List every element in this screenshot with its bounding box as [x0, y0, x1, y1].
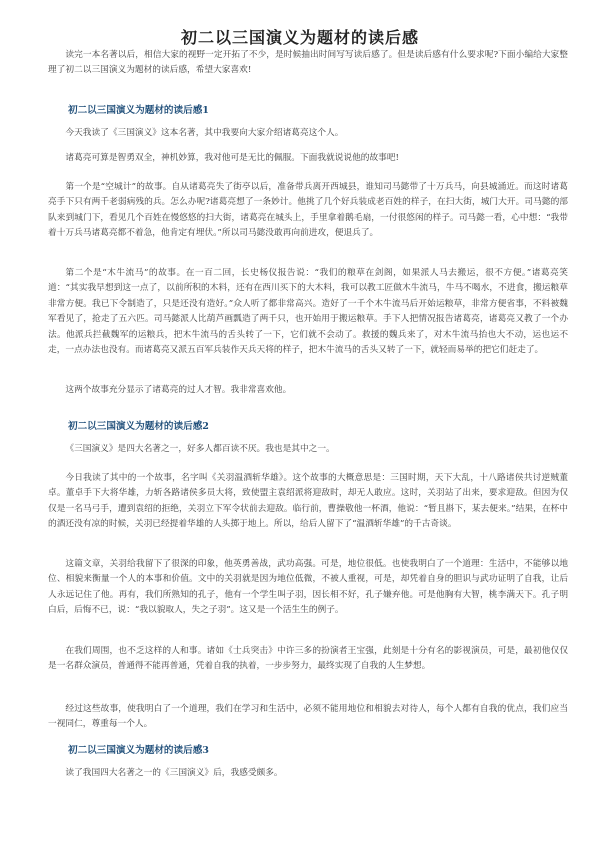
page-title: 初二以三国演义为题材的读后感: [180, 28, 419, 47]
section-heading-1: 初二以三国演义为题材的读后感1: [68, 105, 209, 116]
intro-paragraph: 读完一本名著以后，相信大家的视野一定开拓了不少，是时候抽出时间写写读后感了。但是读后感有什么要求呢?下面小编给大家整理了初二以三国演义为题材的读后感，希望大家喜欢!: [48, 50, 568, 76]
paragraph: 这篇文章，关羽给我留下了很深的印象，他英勇善战，武功高强。可是，地位很低。也使我明白了一个道理：生活中，不能够以地位、相貌来衡量一个人的本事和价值。文中的关羽就是因为地位低微，不被人重视，可是，却凭着自身的胆识与武功证明了自我，让后人永远记住了他。再有，我们所熟知的孔子，他有一个学生叫子羽，因长相不好，孔子嫌弃他。可是他胸有大智，桃李满天下。孔子明白后，后悔不已，说：“我以貌取人，失之子羽”。这又是一个活生生的例子。: [48, 559, 568, 616]
paragraph: 经过这些故事，使我明白了一个道理，我们在学习和生活中，必须不能用地位和相貌去对待人，每个人都有自我的优点，我们应当一视同仁，尊重每一个人。: [48, 704, 568, 730]
section-heading-3: 初二以三国演义为题材的读后感3: [68, 745, 209, 756]
paragraph: 这两个故事充分显示了诸葛亮的过人才智。我非常喜欢他。: [65, 385, 292, 395]
paragraph: 诸葛亮可算是智勇双全，神机妙算，我对他可是无比的佩服。下面我就说说他的故事吧!: [65, 153, 400, 163]
paragraph: 在我们周围，也不乏这样的人和事。诸如《士兵突击》中许三多的扮演者王宝强，此刻是十分有名的影视演员，可是，最初他仅仅是一名群众演员，普通得不能再普通，凭着自我的执着，一步步努力，最终实现了自我的人生梦想。: [48, 646, 568, 672]
paragraph: 今日我读了其中的一个故事，名字叫《关羽温酒斩华雄》。这个故事的大概意思是：三国时期，天下大乱，十八路诸侯共讨逆贼董卓。董卓手下大将华雄，力斩各路诸侯多员大将，致使盟主袁绍派将迎敌时，却无人敢应。这时，关羽站了出来，要求迎敌。但因为仅仅是一名马弓手，遭到袁绍的拒绝，关羽立下军令状前去迎敌。临行前，曹操敬他一杯酒，他说：“暂且斟下，某去便来。”结果，在杯中的酒还没有凉的时候，关羽已经提着华雄的人头掷于地上。所以，给后人留下了“温酒斩华雄”的千古奇谈。: [48, 473, 568, 530]
paragraph: 《三国演义》是四大名著之一，好多人都百读不厌。我也是其中之一。: [65, 444, 335, 454]
paragraph: 第一个是“空城计”的故事。自从诸葛亮失了街亭以后，准备带兵离开西城县，谁知司马懿带了十万兵马，向县城涌近。而这时诸葛亮手下只有两千老弱病残的兵。怎么办呢?诸葛亮想了一条妙计。他挑了几个好兵装成老百姓的样子，在扫大街，城门大开。司马懿的部队来到城门下，看见几个百姓在慢悠悠的扫大街，诸葛亮在城头上，手里拿着鹅毛扇，一付很悠闲的样子。司马懿一看，心中想：“我带着十万兵马诸葛亮都不着急，他肯定有埋伏。”所以司马懿没敢再向前进攻，便退兵了。: [48, 182, 568, 239]
paragraph: 读了我国四大名著之一的《三国演义》后，我感受颇多。: [65, 768, 283, 778]
paragraph: 今天我读了《三国演义》这本名著，其中我要向大家介绍诸葛亮这个人。: [65, 128, 344, 138]
section-heading-2: 初二以三国演义为题材的读后感2: [68, 421, 209, 432]
paragraph: 第二个是“木牛流马”的故事。在一百二回，长史杨仪报告说：“我们的粮草在剑阁，如果派人马去搬运，很不方便。”诸葛亮笑道：“其实我早想到这一点了，以前所积的木料，还有在西川买下的大木料，我可以教工匠做木牛流马，牛马不喝水，不进食，搬运粮草非常方便。我已下令制造了，只是还没有造好。”众人听了都非常高兴。造好了一千个木牛流马后开始运粮草，非常方便省事，不料被魏军看见了，抢走了五六匹。司马懿派人比葫芦画瓢造了两千只，也开始用于搬运粮草。手下人把情况报告诸葛亮，诸葛亮又教了一个办法。他派兵拦截魏军的运粮兵，把木牛流马的舌头转了一下，它们就不会动了。救援的魏兵来了，对木牛流马抬也大不动，运也运不走，一点办法也没有。而诸葛亮又派五百军兵装作天兵天将的样子，把木牛流马的舌头又转了一下，就轻而易举的把它们赶走了。: [48, 268, 568, 356]
